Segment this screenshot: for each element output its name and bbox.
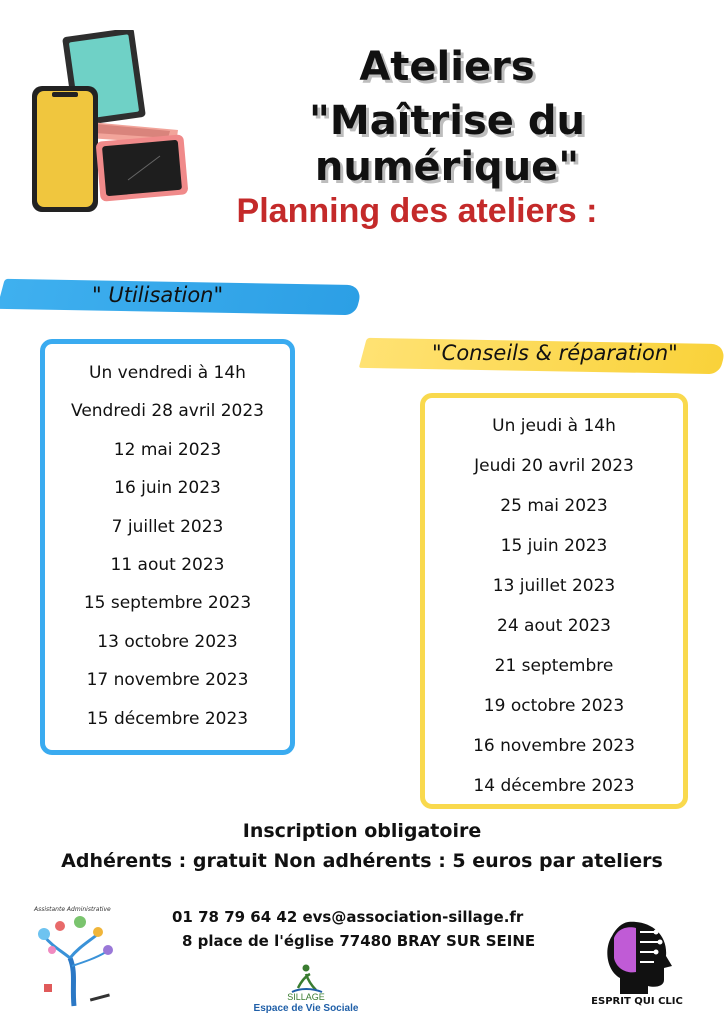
date-item: 17 novembre 2023 bbox=[86, 670, 249, 691]
date-item: 21 septembre bbox=[494, 656, 614, 676]
date-item: 13 octobre 2023 bbox=[97, 631, 238, 652]
page-title-line1: Ateliers bbox=[359, 44, 535, 90]
esprit-logo-text: ESPRIT QUI CLIC bbox=[591, 996, 683, 1007]
esprit-head-logo-icon bbox=[598, 918, 678, 994]
utilisation-section-title: " Utilisation" bbox=[92, 283, 224, 307]
date-item: 16 novembre 2023 bbox=[473, 736, 635, 756]
date-item: 13 juillet 2023 bbox=[492, 576, 616, 596]
date-item: 25 mai 2023 bbox=[500, 496, 608, 516]
date-item: 11 aout 2023 bbox=[110, 554, 225, 575]
phone-icon bbox=[32, 86, 98, 212]
date-item: 7 juillet 2023 bbox=[111, 516, 224, 537]
sillage-logo-icon bbox=[284, 962, 328, 994]
date-item: Un jeudi à 14h bbox=[492, 416, 616, 436]
date-item: 12 mai 2023 bbox=[113, 439, 222, 460]
address-info: 8 place de l'église 77480 BRAY SUR SEINE bbox=[182, 932, 536, 950]
conseils-dates-box bbox=[420, 393, 688, 809]
date-item: 16 juin 2023 bbox=[114, 478, 221, 499]
date-item: 14 décembre 2023 bbox=[473, 776, 635, 796]
page-subtitle: Planning des ateliers : bbox=[236, 192, 598, 230]
sillage-logo-name: SILLAGE bbox=[287, 992, 325, 1002]
date-item: Jeudi 20 avril 2023 bbox=[474, 456, 634, 476]
left-logo-caption: Assistante Administrative bbox=[34, 906, 111, 913]
date-item: 15 juin 2023 bbox=[500, 536, 608, 556]
date-item: 19 octobre 2023 bbox=[483, 696, 625, 716]
date-item: Un vendredi à 14h bbox=[89, 363, 246, 383]
utilisation-dates-box bbox=[40, 339, 295, 755]
date-item: 24 aout 2023 bbox=[497, 616, 611, 636]
tree-logo-icon bbox=[30, 906, 122, 1012]
date-item: 15 décembre 2023 bbox=[86, 708, 249, 729]
inscription-notice: Inscription obligatoire bbox=[242, 820, 482, 842]
sillage-logo-subtitle: Espace de Vie Sociale bbox=[253, 1003, 359, 1014]
date-item: 15 septembre 2023 bbox=[83, 593, 252, 614]
page-title-line2: "Maîtrise du numérique" bbox=[309, 98, 585, 190]
utilisation-dates-list bbox=[45, 354, 290, 738]
contact-info: 01 78 79 64 42 evs@association-sillage.fr bbox=[172, 908, 524, 926]
date-item: Vendredi 28 avril 2023 bbox=[71, 401, 264, 422]
devices-illustration bbox=[28, 30, 188, 215]
conseils-section-title: "Conseils & réparation" bbox=[432, 341, 678, 365]
conseils-dates-list bbox=[425, 406, 683, 806]
pricing-info: Adhérents : gratuit Non adhérents : 5 euros par ateliers bbox=[61, 850, 663, 872]
